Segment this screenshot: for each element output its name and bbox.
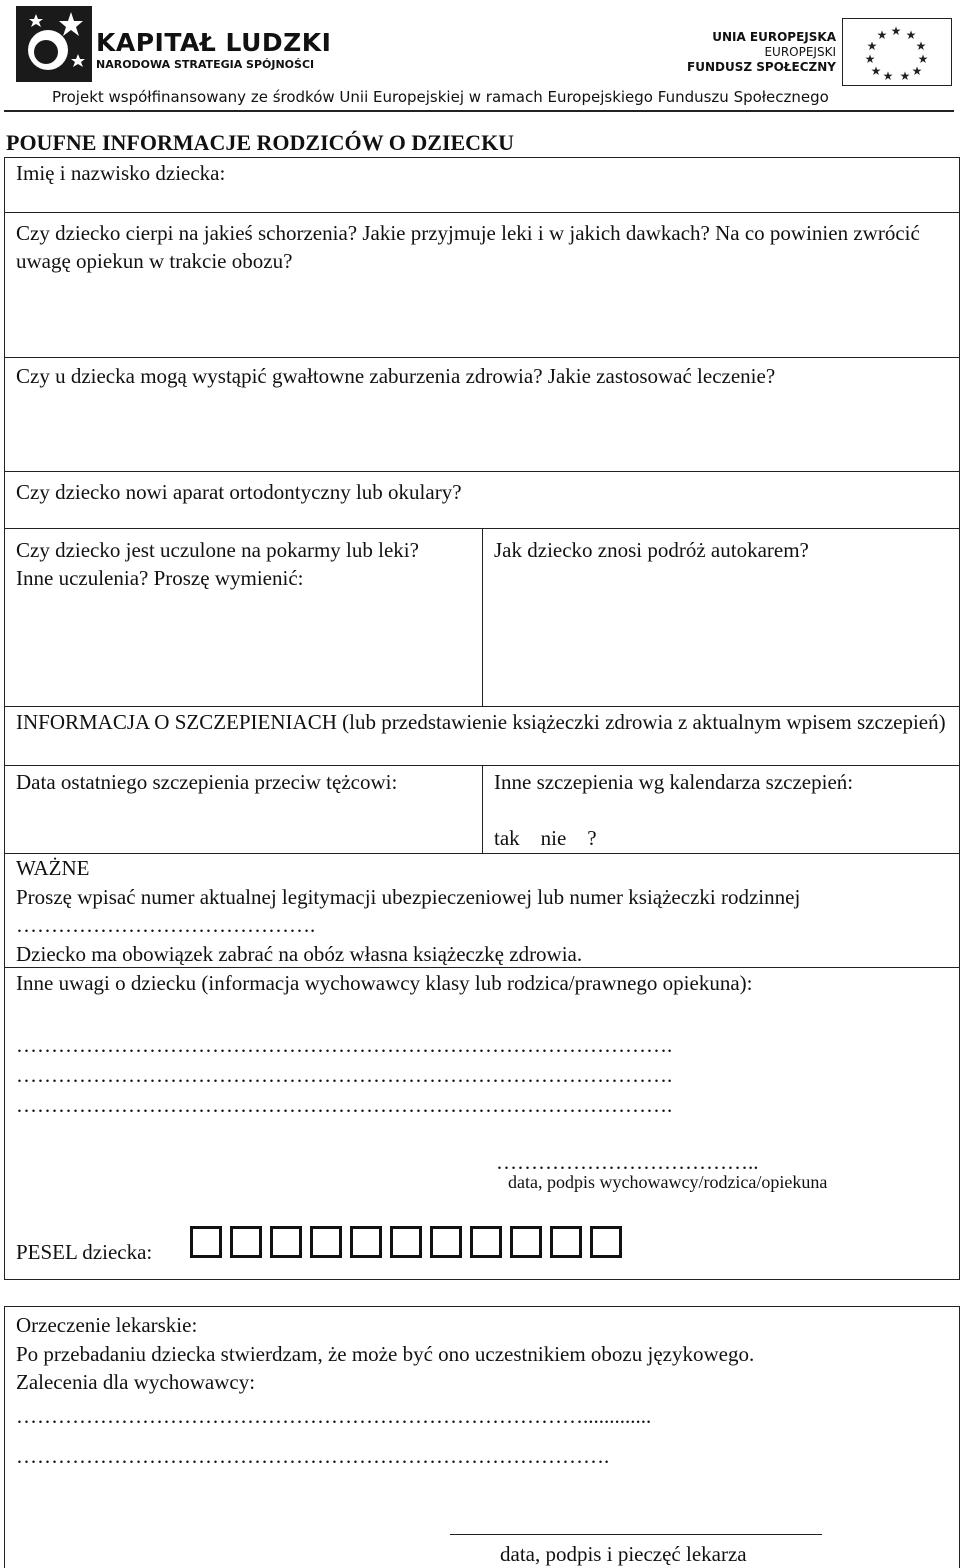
pesel-digit-box[interactable] bbox=[390, 1226, 422, 1258]
eu-text-block bbox=[676, 30, 836, 75]
bus-question: Jak dziecko znosi podróż autokarem? bbox=[494, 538, 809, 562]
recommendations-label: Zalecenia dla wychowawcy: bbox=[16, 1370, 256, 1394]
row-divider bbox=[4, 471, 960, 472]
recommendations-dots: …………………………………………………………………………. bbox=[16, 1444, 610, 1468]
child-name-label: Imię i nazwisko dziecka: bbox=[16, 161, 226, 185]
header-divider bbox=[4, 110, 954, 112]
signature-label: data, podpis wychowawcy/rodzica/opiekuna bbox=[508, 1172, 828, 1192]
other-notes-label: Inne uwagi o dziecku (informacja wychowawcy klasy lub rodzica/prawnego opiekuna): bbox=[16, 971, 753, 995]
pesel-digit-box[interactable] bbox=[190, 1226, 222, 1258]
braces-question: Czy dziecko nowi aparat ortodontyczny lub okulary? bbox=[16, 480, 462, 504]
row-divider bbox=[4, 357, 960, 358]
insurance-label: Proszę wpisać numer aktualnej legitymacji ubezpieczeniowej lub numer książeczki rodzinnej bbox=[16, 885, 801, 909]
insurance-dots: ……………………………………. bbox=[16, 913, 316, 937]
pesel-digit-box[interactable] bbox=[230, 1226, 262, 1258]
row-divider bbox=[4, 853, 960, 854]
column-divider bbox=[482, 528, 483, 706]
allergy-question: Czy dziecko jest uczulone na pokarmy lub leki? Inne uczulenia? Proszę wymienić: bbox=[16, 538, 419, 590]
svg-text:★: ★ bbox=[864, 52, 876, 66]
recommendations-dots: ………………………………………………………………………............. bbox=[16, 1404, 652, 1428]
tak-nie-options: tak nie ? bbox=[494, 826, 597, 850]
svg-text:★: ★ bbox=[911, 64, 923, 78]
notes-dots-line: …………………………………………………………………………………. bbox=[16, 1093, 673, 1117]
pesel-digit-box[interactable] bbox=[350, 1226, 382, 1258]
other-vaccination-label: Inne szczepienia wg kalendarza szczepień: bbox=[494, 770, 854, 794]
svg-text:★: ★ bbox=[915, 39, 927, 53]
pesel-digit-box[interactable] bbox=[590, 1226, 622, 1258]
eu-line1: UNIA EUROPEJSKA bbox=[712, 30, 836, 44]
notes-dots-line: …………………………………………………………………………………. bbox=[16, 1033, 673, 1057]
pesel-boxes bbox=[190, 1226, 630, 1262]
svg-text:★: ★ bbox=[890, 24, 902, 38]
eu-line3: FUNDUSZ SPOŁECZNY bbox=[687, 60, 836, 74]
eu-line2: EUROPEJSKI bbox=[764, 45, 836, 59]
signature-dots: ……………………………….. bbox=[496, 1150, 759, 1174]
disorders-question: Czy u dziecka mogą wystąpić gwałtowne zaburzenia zdrowia? Jakie zastosować leczenie? bbox=[16, 364, 776, 388]
important-label: WAŻNE bbox=[16, 856, 90, 880]
svg-text:★: ★ bbox=[882, 69, 894, 83]
svg-text:★: ★ bbox=[917, 52, 929, 66]
doctor-signature-line bbox=[450, 1534, 822, 1535]
medical-title: Orzeczenie lekarskie: bbox=[16, 1313, 198, 1337]
pesel-digit-box[interactable] bbox=[470, 1226, 502, 1258]
vaccination-info: INFORMACJA O SZCZEPIENIACH (lub przedstawienie książeczki zdrowia z aktualnym wpisem szczepień) bbox=[16, 710, 946, 734]
svg-text:★: ★ bbox=[866, 39, 878, 53]
row-divider bbox=[4, 706, 960, 707]
column-divider bbox=[482, 765, 483, 853]
svg-text:★: ★ bbox=[870, 64, 882, 78]
svg-text:★: ★ bbox=[905, 28, 917, 42]
form-title: POUFNE INFORMACJE RODZICÓW O DZIECKU bbox=[6, 130, 515, 155]
eu-flag-icon bbox=[842, 18, 952, 86]
pesel-digit-box[interactable] bbox=[310, 1226, 342, 1258]
svg-text:★: ★ bbox=[899, 69, 911, 83]
pesel-digit-box[interactable] bbox=[550, 1226, 582, 1258]
pesel-digit-box[interactable] bbox=[510, 1226, 542, 1258]
kl-subtitle: NARODOWA STRATEGIA SPÓJNOŚCI bbox=[96, 58, 315, 71]
row-divider bbox=[4, 212, 960, 213]
kl-title: KAPITAŁ LUDZKI bbox=[96, 28, 332, 57]
project-line: Projekt współfinansowany ze środków Unii Europejskiej w ramach Europejskiego Funduszu Społecznego bbox=[52, 88, 829, 106]
medical-statement: Po przebadaniu dziecka stwierdzam, że może być ono uczestnikiem obozu językowego. bbox=[16, 1342, 755, 1366]
health-book-note: Dziecko ma obowiązek zabrać na obóz własna książeczkę zdrowia. bbox=[16, 942, 583, 966]
doctor-signature-label: data, podpis i pieczęć lekarza bbox=[500, 1542, 747, 1566]
row-divider bbox=[4, 967, 960, 968]
pesel-label: PESEL dziecka: bbox=[16, 1240, 153, 1264]
illness-question: Czy dziecko cierpi na jakieś schorzenia? Jakie przyjmuje leki i w jakich dawkach? Na co powinien zwrócić uwagę opiekun w trakcie obozu? bbox=[16, 221, 920, 273]
tetanus-label: Data ostatniego szczepienia przeciw tężcowi: bbox=[16, 770, 398, 794]
notes-dots-line: …………………………………………………………………………………. bbox=[16, 1063, 673, 1087]
svg-text:★: ★ bbox=[876, 28, 888, 42]
pesel-digit-box[interactable] bbox=[430, 1226, 462, 1258]
kapital-ludzki-logo bbox=[16, 6, 332, 82]
pesel-digit-box[interactable] bbox=[270, 1226, 302, 1258]
